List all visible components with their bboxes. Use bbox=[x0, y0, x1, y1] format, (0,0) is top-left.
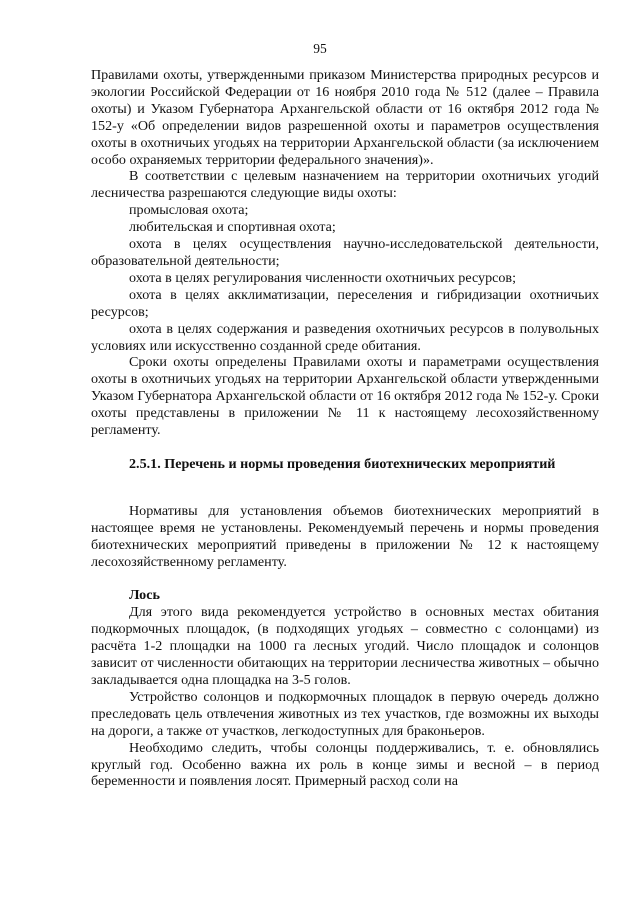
list-item-research-hunting: охота в целях осуществления научно-исследовательской деятельности, образовательной деятельности; bbox=[91, 236, 599, 269]
list-item-amateur-sport-hunting: любительская и спортивная охота; bbox=[129, 219, 336, 236]
spacer bbox=[91, 439, 599, 456]
list-item-population-control-hunting: охота в целях регулирования численности охотничьих ресурсов; bbox=[129, 269, 516, 286]
spacer bbox=[91, 473, 599, 503]
page-number: 95 bbox=[313, 41, 327, 56]
list-item-acclimatization-hunting: охота в целях акклиматизации, переселения и гибридизации охотничьих ресурсов; bbox=[91, 286, 599, 320]
spacer bbox=[91, 570, 599, 587]
paragraph-biotech-norms: Нормативы для установления объемов биотехнических мероприятий в настоящее время не установлены. Рекомендуемый перечень и нормы проведения биотехнических мероприятий приведены в приложении № 12 к настоящему лесохозяйственному регламенту. bbox=[91, 502, 599, 570]
page-content bbox=[91, 67, 599, 790]
paragraph-moose-feeding-sites: Для этого вида рекомендуется устройство в основных местах обитания подкормочных площадок, (в подходящих угодьях – совместно с солонцами) из расчёта 1-2 площадки на 1000 га лесных угодий. Число площадок и солонцов зависит от численности обитающих на территории лесничества животных – обычно закладывается одна площадка на 3-5 голов. bbox=[91, 604, 599, 688]
section-heading: 2.5.1. Перечень и нормы проведения биотехнических мероприятий bbox=[129, 455, 556, 472]
paragraph-hunting-rules: Правилами охоты, утвержденными приказом Министерства природных ресурсов и экологии Российской Федерации от 16 ноября 2010 года № 512 (далее – Правила охоты) и Указом Губернатора Архангельской области от 16 октября 2012 года № 152-у «Об определении видов разрешенной охоты и параметров осуществления охоты в охотничьих угодьях на территории Архангельской области (за исключением особо охраняемых территории федерального значения)». bbox=[91, 67, 599, 168]
paragraph-salt-licks-maintenance: Необходимо следить, чтобы солонцы поддерживались, т. е. обновлялись круглый год. Особенно важна их роль в конце зимы и весной – в период беременности и появления лосят. Примерный расход соли на bbox=[91, 739, 599, 790]
list-item-breeding-hunting: охота в целях содержания и разведения охотничьих ресурсов в полувольных условиях или искусственно созданной среде обитания. bbox=[91, 320, 599, 354]
paragraph-salt-licks-placement: Устройство солонцов и подкормочных площадок в первую очередь должно преследовать цель отвлечения животных из тех участков, где возможны их выходы на дороги, а также от участков, легкодоступных для браконьеров. bbox=[91, 688, 599, 739]
subheading-moose: Лось bbox=[129, 587, 160, 604]
list-item-commercial-hunting: промысловая охота; bbox=[129, 202, 249, 219]
paragraph-hunting-seasons: Сроки охоты определены Правилами охоты и параметрами осуществления охоты в охотничьих угодьях на территории Архангельской области утвержденными Указом Губернатора Архангельской области от 16 октября 2012 года № 152-у. Сроки охоты представлены в приложении № 11 к настоящему лесохозяйственному регламенту. bbox=[91, 354, 599, 439]
paragraph-hunting-types-intro: В соответствии с целевым назначением на территории охотничьих угодий лесничества разрешаются следующие виды охоты: bbox=[91, 168, 599, 202]
